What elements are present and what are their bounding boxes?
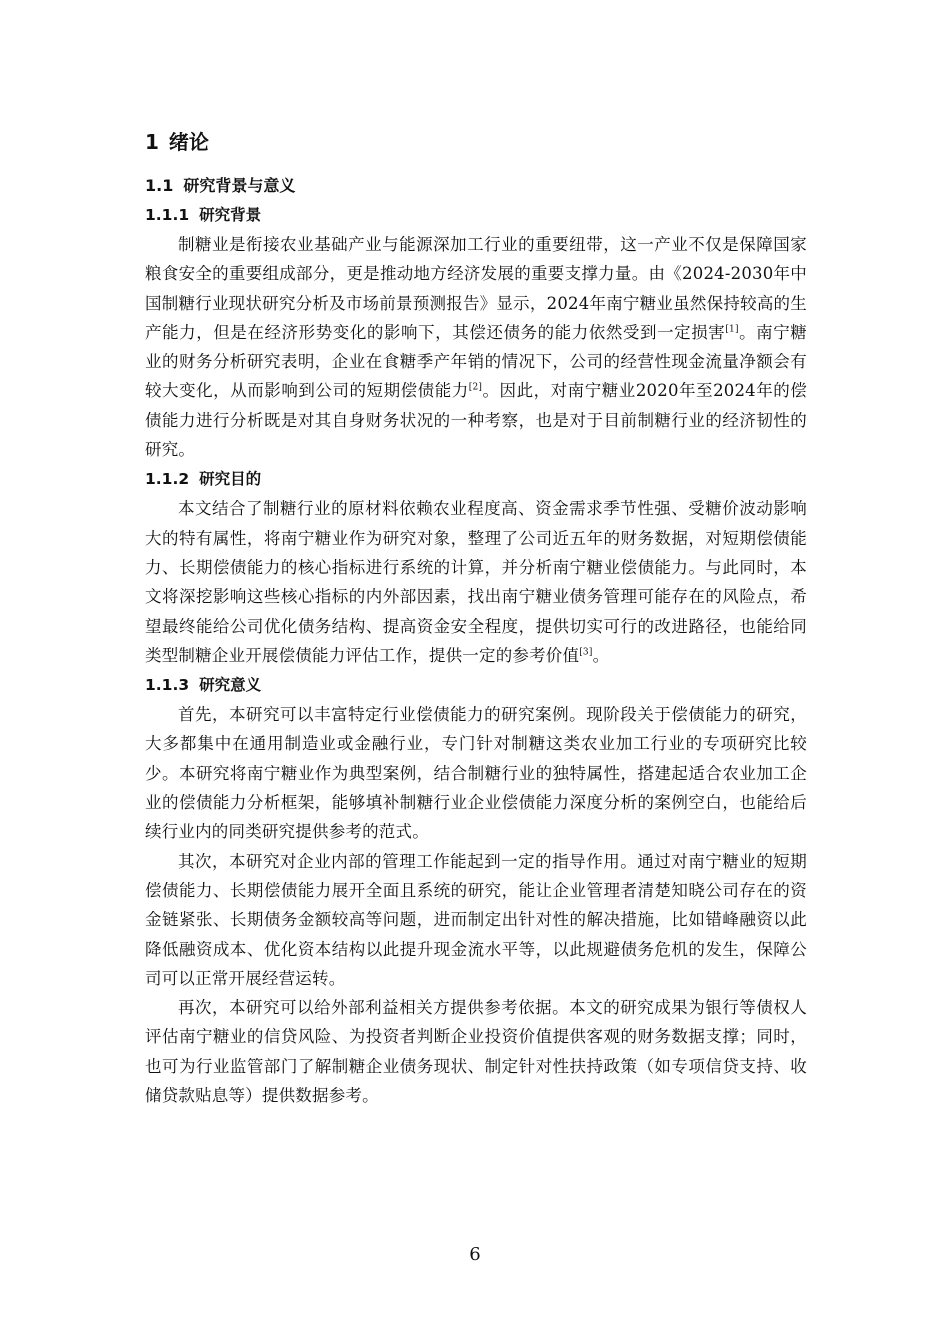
paragraph-text: 。南宁糖业的财务分析研究表明，企业在食糖季产年销的情况下，公司的经营性现金流量净额会有较大变化，从而影响到公司的短期偿债能力 bbox=[145, 322, 807, 401]
paragraph-significance-second: 其次，本研究对企业内部的管理工作能起到一定的指导作用。通过对南宁糖业的短期偿债能力、长期偿债能力展开全面且系统的研究，能让企业管理者清楚知晓公司存在的资金链紧张、长期债务金额较高等问题，进而制定出针对性的解决措施，比如错峰融资以此降低融资成本、优化资本结构以此提升现金流水平等，以此规避债务危机的发生，保障公司可以正常开展经营运转。 bbox=[145, 851, 807, 988]
paragraph-text: 本文结合了制糖行业的原材料依赖农业程度高、资金需求季节性强、受糖价波动影响大的特有属性，将南宁糖业作为研究对象，整理了公司近五年的财务数据，对短期偿债能力、长期偿债能力的核心指标进行系统的计算，并分析南宁糖业偿债能力。与此同时，本文将深挖影响这些核心指标的内外部因素，找出南宁糖业债务管理可能存在的风险点，希望最终能给公司优化债务结构、提高资金安全程度，提供切实可行的改进路径，也能给同类型制糖企业开展偿债能力评估工作，提供一定的参考价值 bbox=[145, 499, 807, 665]
subsection-title: 研究目的 bbox=[199, 470, 262, 489]
subsection-title: 研究意义 bbox=[199, 676, 262, 695]
paragraph-purpose bbox=[145, 494, 807, 670]
paragraph-significance-first: 首先，本研究可以丰富特定行业偿债能力的研究案例。现阶段关于偿债能力的研究，大多都集中在通用制造业或金融行业，专门针对制糖这类农业加工行业的专项研究比较少。本研究将南宁糖业作为典型案例，结合制糖行业的独特属性，搭建起适合农业加工企业的偿债能力分析框架，能够填补制糖行业企业偿债能力深度分析的案例空白，也能给后续行业内的同类研究提供参考的范式。 bbox=[145, 705, 807, 842]
citation-ref: [3] bbox=[579, 647, 593, 658]
chapter-number: 1 bbox=[145, 130, 159, 154]
paragraph-text: 制糖业是衔接农业基础产业与能源深加工行业的重要纽带，这一产业不仅是保障国家粮食安全的重要组成部分，更是推动地方经济发展的重要支撑力量。由《2024-2030年中国制糖行业现状研究分析及市场前景预测报告》显示，2024年南宁糖业虽然保持较高的生产能力，但是在经济形势变化的影响下，其偿还债务的能力依然受到一定损害 bbox=[145, 235, 807, 342]
citation-ref: [2] bbox=[468, 382, 483, 393]
subsection-heading-purpose bbox=[145, 464, 807, 494]
chapter-heading bbox=[145, 124, 807, 160]
paragraph-text: 。 bbox=[592, 645, 610, 665]
subsection-heading-background bbox=[145, 200, 807, 230]
subsection-title: 研究背景 bbox=[199, 206, 262, 224]
paragraph-significance-third: 再次，本研究可以给外部利益相关方提供参考依据。本文的研究成果为银行等债权人评估南宁糖业的信贷风险、为投资者判断企业投资价值提供客观的财务数据支撑；同时，也可为行业监管部门了解制糖企业债务现状、制定针对性扶持政策（如专项信贷支持、收储贷款贴息等）提供数据参考。 bbox=[145, 998, 807, 1106]
section-number: 1.1 bbox=[145, 176, 174, 195]
section-title: 研究背景与意义 bbox=[183, 176, 296, 195]
paragraph-text: 。因此，对南宁糖业2020年至2024年的偿债能力进行分析既是对其自身财务状况的一种考察，也是对于目前制糖行业的经济韧性的研究。 bbox=[145, 381, 807, 460]
subsection-heading-significance bbox=[145, 670, 807, 700]
subsection-number: 1.1.2 bbox=[145, 470, 190, 489]
citation-ref: [1] bbox=[725, 324, 739, 335]
document-body bbox=[145, 124, 807, 1110]
section-heading bbox=[145, 172, 807, 200]
chapter-title: 绪论 bbox=[168, 130, 209, 154]
page-number: 6 bbox=[469, 1244, 481, 1265]
subsection-number: 1.1.3 bbox=[145, 676, 190, 695]
paragraph-background bbox=[145, 230, 807, 464]
subsection-number: 1.1.1 bbox=[145, 206, 190, 224]
